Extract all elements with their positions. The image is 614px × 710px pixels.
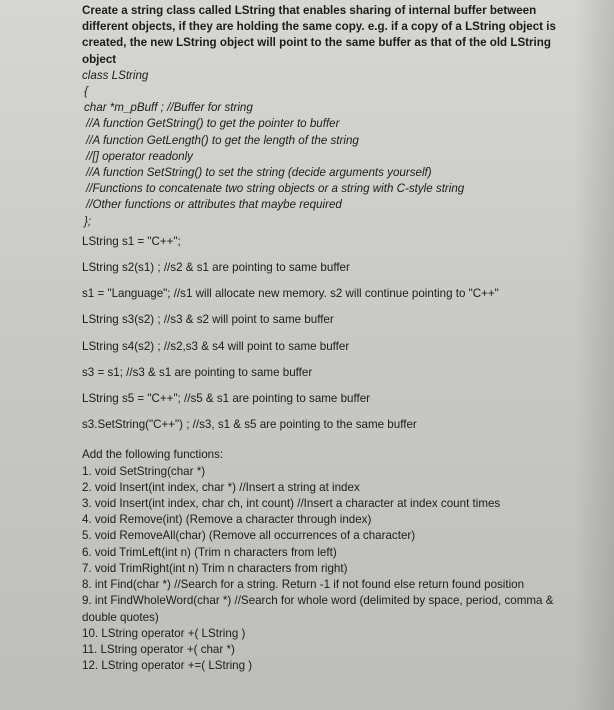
statement-line: LString s3(s2) ; //s3 & s2 will point to same buffer (82, 313, 334, 327)
function-item: 2. void Insert(int index, char *) //Insert a string at index (82, 480, 360, 494)
intro-paragraph: Create a string class called LString that enables sharing of internal buffer between different objects, if they are holding the same copy. e.g. if a copy of a LString object is created, the new LString object will point to the same buffer as that of the old LString object (82, 4, 556, 66)
close-brace: }; (84, 214, 92, 228)
function-item: 11. LString operator +( char *) (82, 642, 235, 656)
statement-line: s3 = s1; //s3 & s1 are pointing to same buffer (82, 365, 313, 379)
statement-line: LString s5 = "C++"; //s5 & s1 are pointing to same buffer (82, 392, 371, 406)
statement-line: LString s2(s1) ; //s2 & s1 are pointing to same buffer (82, 261, 350, 275)
function-item: 5. void RemoveAll(char) (Remove all occurrences of a character) (82, 529, 416, 543)
function-item: 12. LString operator +=( LString ) (82, 659, 253, 673)
functions-list (82, 447, 572, 674)
member-line: //A function GetLength() to get the length of the string (86, 133, 359, 147)
function-item: 6. void TrimLeft(int n) (Trim n characters from left) (82, 545, 337, 559)
function-item: 4. void Remove(int) (Remove a character through index) (82, 513, 372, 527)
function-item: 9. int FindWholeWord(char *) //Search for whole word (delimited by space, period, comma & double quotes) (82, 594, 554, 624)
class-definition (82, 68, 572, 230)
member-line: //[] operator readonly (86, 149, 193, 163)
text-column (82, 3, 572, 674)
open-brace: { (84, 85, 88, 99)
functions-heading: Add the following functions: (82, 448, 224, 462)
member-line: //Other functions or attributes that maybe required (86, 198, 342, 212)
function-item: 3. void Insert(int index, char ch, int count) //Insert a character at index count times (82, 497, 501, 511)
statement-line: s3.SetString("C++") ; //s3, s1 & s5 are pointing to the same buffer (82, 418, 417, 432)
function-item: 1. void SetString(char *) (82, 464, 206, 478)
statements-block (82, 234, 572, 434)
function-item: 7. void TrimRight(int n) Trim n characters from right) (82, 561, 348, 575)
member-line: char *m_pBuff ; //Buffer for string (84, 101, 253, 115)
member-line: //A function GetString() to get the pointer to buffer (86, 117, 340, 131)
member-line: //Functions to concatenate two string objects or a string with C-style string (86, 182, 465, 196)
statement-line: s1 = "Language"; //s1 will allocate new memory. s2 will continue pointing to "C++" (82, 287, 499, 301)
statement-line: LString s4(s2) ; //s2,s3 & s4 will point to same buffer (82, 339, 350, 353)
class-line: class LString (82, 68, 149, 82)
statement-line: LString s1 = "C++"; (82, 234, 181, 248)
member-line: //A function SetString() to set the string (decide arguments yourself) (86, 166, 432, 180)
function-item: 8. int Find(char *) //Search for a string. Return -1 if not found else return found position (82, 578, 525, 592)
page-edge-shadow (574, 0, 614, 710)
function-item: 10. LString operator +( LString ) (82, 626, 246, 640)
